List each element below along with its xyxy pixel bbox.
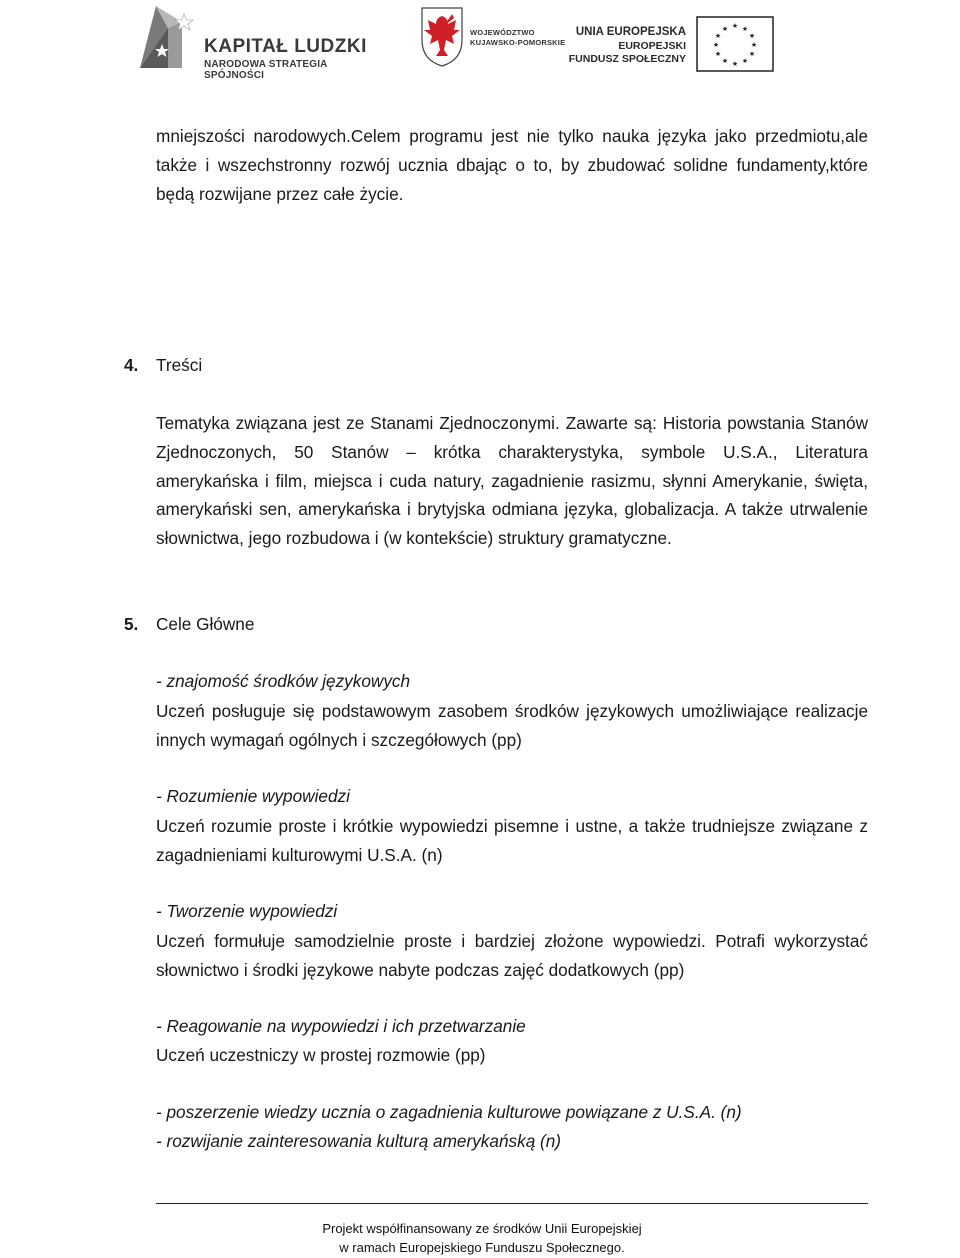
section-4-number: 4. — [124, 355, 139, 375]
svg-text:★: ★ — [748, 32, 756, 40]
kapital-ludzki-title: KAPITAŁ LUDZKI — [204, 36, 367, 57]
section-5-number: 5. — [124, 614, 139, 634]
unia-line2: EUROPEJSKI — [618, 40, 686, 52]
svg-text:★: ★ — [731, 22, 739, 30]
goal-text: Uczeń uczestniczy w prostej rozmowie (pp) — [156, 1045, 486, 1065]
goal-heading: - Rozumienie wypowiedzi — [156, 786, 350, 806]
footer-line-2 — [0, 1240, 960, 1255]
svg-text:★: ★ — [712, 41, 720, 49]
svg-text:★: ★ — [750, 41, 758, 49]
section-5-title: Cele Główne — [156, 614, 255, 634]
footer-text-2: w ramach Europejskiego Funduszu Społecznego. — [339, 1240, 625, 1255]
kapital-ludzki-logo — [138, 4, 388, 81]
footer-text-1: Projekt współfinansowany ze środków Unii Europejskiej — [322, 1221, 642, 1236]
kapital-ludzki-emblem-icon — [138, 4, 200, 70]
svg-text:★: ★ — [721, 57, 729, 65]
footer-line-1 — [0, 1221, 960, 1236]
section-4-title: Treści — [156, 355, 203, 375]
page-header — [0, 0, 960, 80]
section-4-paragraph: Tematyka związana jest ze Stanami Zjednoczonymi. Zawarte są: Historia powstania Stanów Zjednoczonych, 50 Stanów – krótka charakterystyka, symbole U.S.A., Literatura amerykańska i film, miejsca i cuda natury, zagadnienie rasizmu, słynni Amerykanie, święta, amerykański sen, amerykańska i brytyjska odmiana języka, globalizacja. A także utrwalenie słownictwa, jego rozbudowa i (w kontekście) struktury gramatyczne. — [156, 413, 868, 549]
kapital-ludzki-subtitle: NARODOWA STRATEGIA SPÓJNOŚCI — [204, 59, 328, 81]
svg-text:★: ★ — [741, 25, 749, 33]
wojewodztwo-line1: WOJEWÓDZTWO — [470, 28, 535, 37]
svg-text:★: ★ — [714, 50, 722, 58]
extra-goal: - rozwijanie zainteresowania kulturą amerykańską (n) — [156, 1131, 562, 1151]
unia-line1: UNIA EUROPEJSKA — [575, 26, 686, 38]
goal-heading: - znajomość środków językowych — [156, 671, 411, 691]
svg-text:★: ★ — [748, 50, 756, 58]
unia-europejska-logo — [568, 16, 778, 76]
unia-line3: FUNDUSZ SPOŁECZNY — [568, 53, 686, 65]
wojewodztwo-logo — [416, 6, 566, 72]
svg-text:★: ★ — [741, 57, 749, 65]
svg-text:★: ★ — [714, 32, 722, 40]
goal-heading: - Tworzenie wypowiedzi — [156, 901, 338, 921]
footer-divider — [156, 1203, 868, 1204]
wojewodztwo-line2: KUJAWSKO-POMORSKIE — [470, 38, 566, 47]
goal-text: Uczeń formułuje samodzielnie proste i bardziej złożone wypowiedzi. Potrafi wykorzystać słownictwo i środki językowe nabyte podczas zajęć dodatkowych (pp) — [156, 931, 868, 980]
goal-heading: - Reagowanie na wypowiedzi i ich przetwarzanie — [156, 1016, 526, 1036]
svg-text:★: ★ — [731, 60, 739, 68]
eagle-crest-icon — [418, 6, 466, 68]
extra-goal: - poszerzenie wiedzy ucznia o zagadnienia kulturowe powiązane z U.S.A. (n) — [156, 1102, 742, 1122]
svg-text:★: ★ — [721, 25, 729, 33]
intro-paragraph: mniejszości narodowych.Celem programu jest nie tylko nauka języka jako przedmiotu,ale także i wszechstronny rozwój ucznia dbając o to, by zbudować solidne fundamenty,które będą rozwijane przez całe życie. — [156, 126, 868, 204]
goal-text: Uczeń posługuje się podstawowym zasobem środków językowych umożliwiające realizacje innych wymagań ogólnych i szczegółowych (pp) — [156, 701, 868, 750]
goal-text: Uczeń rozumie proste i krótkie wypowiedzi pisemne i ustne, a także trudniejsze związane z zagadnieniami kulturowymi U.S.A. (n) — [156, 816, 868, 865]
eu-flag-icon — [696, 16, 774, 72]
